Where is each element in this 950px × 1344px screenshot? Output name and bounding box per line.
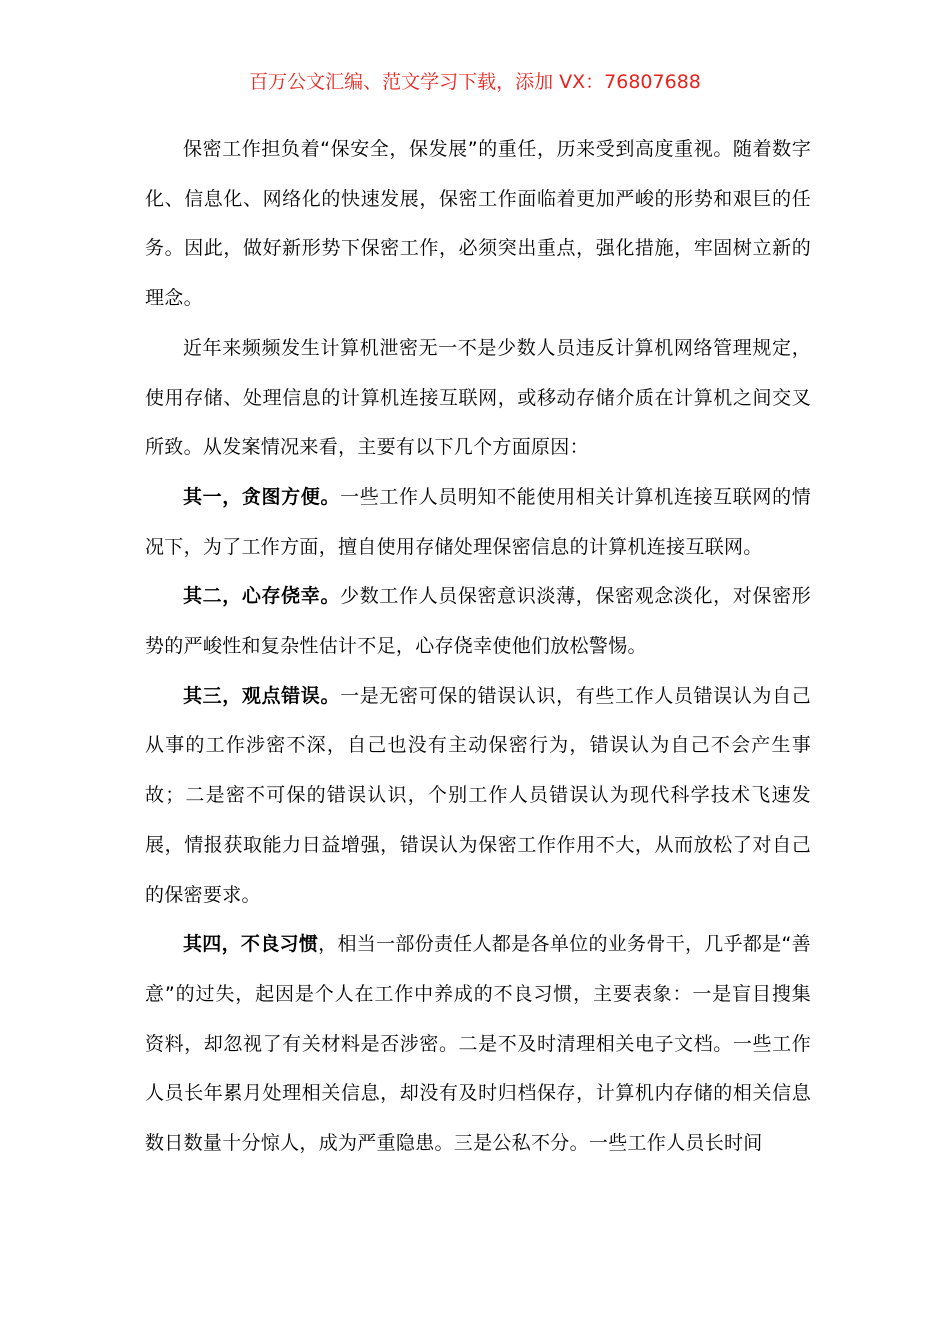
paragraph-text: 一些工作人员明知不能使用相关计算机连接互联网的情况下，为了工作方面，擅自使用存储处理保密信息的计算机连接互联网。 xyxy=(145,485,812,558)
paragraph-lead: 其三，观点错误。 xyxy=(183,684,341,707)
paragraph-lead: 其四，不良习惯 xyxy=(183,933,319,956)
document-body xyxy=(145,125,811,1169)
paragraph-cause-2 xyxy=(145,572,811,671)
paragraph-text: 近年来频频发生计算机泄密无一不是少数人员违反计算机网络管理规定，使用存储、处理信息的计算机连接互联网，或移动存储介质在计算机之间交叉所致。从发案情况来看，主要有以下几个方面原因： xyxy=(145,336,811,459)
paragraph-cause-1 xyxy=(145,473,811,572)
paragraph-causes-intro xyxy=(145,324,811,473)
header-banner: 百万公文汇编、范文学习下载，添加 VX：76807688 xyxy=(249,71,701,93)
paragraph-lead: 其二，心存侥幸。 xyxy=(183,585,341,608)
paragraph-cause-3 xyxy=(145,672,811,921)
paragraph-cause-4 xyxy=(145,920,811,1169)
paragraph-intro xyxy=(145,125,811,324)
paragraph-text: 保密工作担负着“保安全，保发展”的重任，历来受到高度重视。随着数字化、信息化、网络化的快速发展，保密工作面临着更加严峻的形势和艰巨的任务。因此，做好新形势下保密工作，必须突出重点，强化措施，牢固树立新的理念。 xyxy=(145,138,811,310)
paragraph-text: ，相当一部份责任人都是各单位的业务骨干，几乎都是“善意”的过失，起因是个人在工作中养成的不良习惯，主要表象：一是盲目搜集资料，却忽视了有关材料是否涉密。二是不及时清理相关电子文档。一些工作人员长年累月处理相关信息，却没有及时归档保存，计算机内存储的相关信息数日数量十分惊人，成为严重隐患。三是公私不分。一些工作人员长时间 xyxy=(145,933,811,1155)
paragraph-text: 少数工作人员保密意识淡薄，保密观念淡化，对保密形势的严峻性和复杂性估计不足，心存侥幸使他们放松警惕。 xyxy=(145,585,812,658)
paragraph-lead: 其一，贪图方便。 xyxy=(183,485,341,508)
paragraph-text: 一是无密可保的错误认识，有些工作人员错误认为自己从事的工作涉密不深，自己也没有主动保密行为，错误认为自己不会产生事故；二是密不可保的错误认识，个别工作人员错误认为现代科学技术飞速发展，情报获取能力日益增强，错误认为保密工作作用不大，从而放松了对自己的保密要求。 xyxy=(145,684,812,906)
